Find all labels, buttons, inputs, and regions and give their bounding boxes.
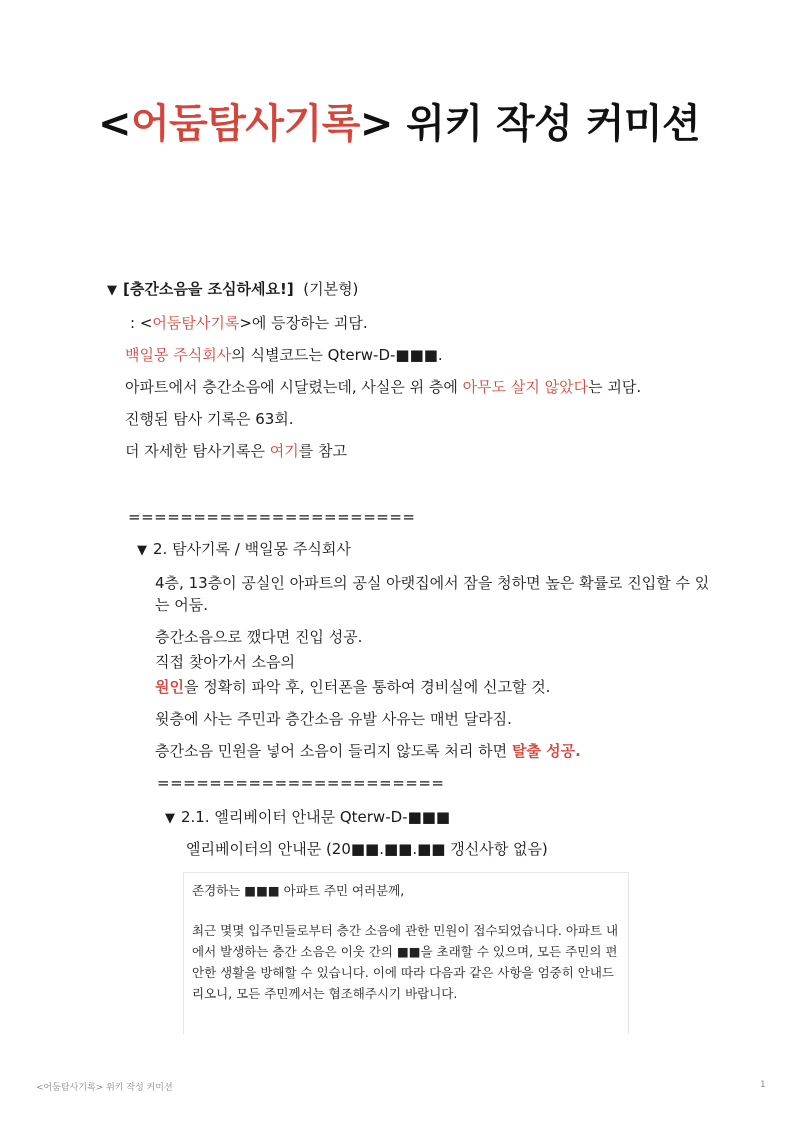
intro-line-4: 진행된 탐사 기록은 63회.	[125, 410, 294, 428]
paragraph-cause: 원인을 정확히 파악 후, 인터폰을 통하여 경비실에 신고할 것.	[155, 678, 551, 696]
separator: ======================	[157, 774, 445, 792]
page-title: <어둠탐사기록> 위키 작성 커미션	[98, 101, 701, 147]
intro-line-5: 더 자세한 탐사기록은 여기를 참고	[125, 442, 347, 460]
toggle-triangle-icon[interactable]: ▼	[137, 543, 147, 558]
footer-title: <어둠탐사기록> 위키 작성 커미션	[36, 1083, 173, 1093]
company-link[interactable]: 백일몽 주식회사	[125, 346, 232, 364]
intro-line-2: 백일몽 주식회사의 식별코드는 Qterw-D-■■■.	[125, 346, 443, 364]
notice-body: 최근 몇몇 입주민들로부터 층간 소음에 관한 민원이 접수되었습니다. 아파트 내에서 발생하는 층간 소음은 이웃 간의 ■■을 초래할 수 있으며, 모든 주민의 편안한 생활을 방해할 수 있습니다. 이에 따라 다음과 같은 사항을 엄중히 안내드리오니, 모든 주민께서는 협조해주시기 바랍니다.	[192, 923, 619, 1001]
section1-heading[interactable]: ▼ [층간소음을 조심하세요!] (기본형)	[107, 280, 359, 298]
toggle-triangle-icon[interactable]: ▼	[165, 811, 175, 826]
separator: ======================	[128, 508, 416, 526]
paragraph-entry: 4층, 13층이 공실인 아파트의 공실 아랫집에서 잠을 청하면 높은 확률로 진입할 수 있는 어둠.	[155, 574, 710, 614]
section2-heading[interactable]: ▼ 2. 탐사기록 / 백일몽 주식회사	[137, 540, 351, 558]
notice-caption: 엘리베이터의 안내문 (20■■.■■.■■ 갱신사항 없음)	[186, 840, 548, 858]
paragraph-escape: 층간소음 민원을 넣어 소음이 들리지 않도록 처리 하면 탈출 성공.	[155, 742, 581, 760]
elevator-notice	[183, 872, 629, 1034]
paragraph-success: 층간소음으로 깼다면 진입 성공.	[155, 628, 363, 646]
notice-greeting: 존경하는 ■■■ 아파트 주민 여러분께,	[192, 883, 405, 898]
page-number: 1	[760, 1080, 766, 1090]
intro-line-1: : <어둠탐사기록>에 등장하는 괴담.	[130, 314, 368, 332]
section21-heading[interactable]: ▼ 2.1. 엘리베이터 안내문 Qterw-D-■■■	[165, 808, 451, 826]
paragraph-residents: 윗층에 사는 주민과 층간소음 유발 사유는 매번 달라짐.	[155, 710, 512, 728]
intro-line-3: 아파트에서 층간소음에 시달렸는데, 사실은 위 층에 아무도 살지 않았다는 괴담.	[125, 378, 642, 396]
here-link[interactable]: 여기	[269, 442, 299, 460]
paragraph-approach: 직접 찾아가서 소음의	[155, 653, 295, 671]
toggle-triangle-icon[interactable]: ▼	[107, 283, 117, 298]
